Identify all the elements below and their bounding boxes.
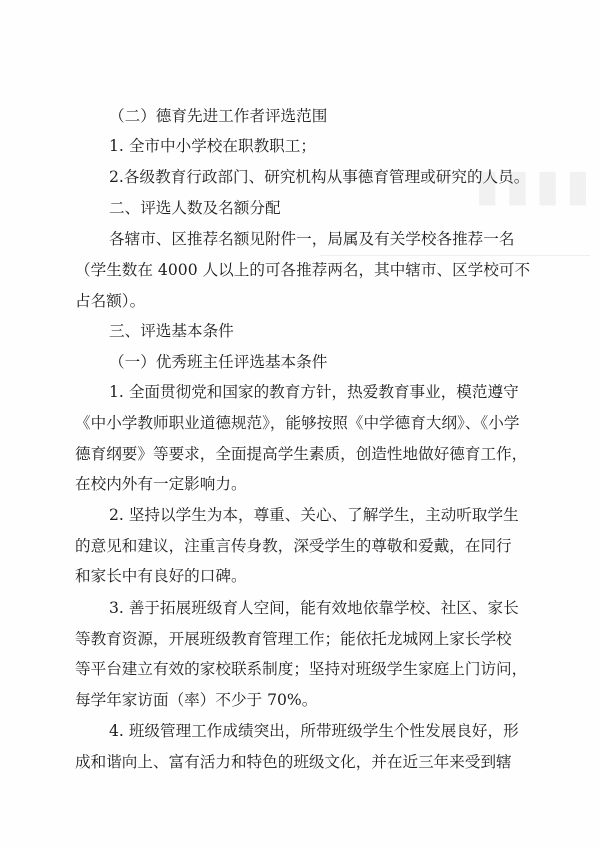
criterion-4-line-2: 成和谐向上、富有活力和特色的班级文化，并在近三年来受到辖 bbox=[75, 753, 512, 771]
criterion-1-line-3: 德育纲要》等要求，全面提高学生素质，创造性地做好德育工作， bbox=[75, 445, 528, 463]
subheading-moral-workers-scope: （二）德育先进工作者评选范围 bbox=[109, 107, 328, 125]
criterion-2-line-2: 的意见和建议，注重言传身教，深受学生的尊敬和爱戴，在同行 bbox=[75, 537, 512, 555]
criterion-1-line-4: 在校内外有一定影响力。 bbox=[75, 475, 247, 493]
section-heading-criteria: 三、评选基本条件 bbox=[109, 322, 234, 340]
scope-item-1: 1. 全市中小学校在职教职工； bbox=[109, 137, 316, 155]
criterion-3-line-1: 3. 善于拓展班级育人空间，能有效地依靠学校、社区、家长 bbox=[109, 599, 519, 617]
bleed-through-watermark: ▮▮▮▮ bbox=[469, 160, 590, 211]
criterion-1-line-2: 《中小学教师职业道德规范》，能够按照《中学德育大纲》、《小学 bbox=[75, 414, 520, 432]
criterion-3-line-3: 等平台建立有效的家校联系制度；坚持对班级学生家庭上门访问， bbox=[75, 660, 528, 678]
criterion-3-line-4: 每学年家访面（率）不少于 70%。 bbox=[75, 691, 318, 709]
quota-paragraph-line-3: 占名额）。 bbox=[75, 292, 146, 310]
quota-paragraph-line-1: 各辖市、区推荐名额见附件一，局属及有关学校各推荐一名 bbox=[109, 230, 515, 248]
quota-paragraph-line-2: （学生数在 4000 人以上的可各推荐两名，其中辖市、区学校可不 bbox=[75, 261, 531, 279]
criterion-3-line-2: 等教育资源，开展班级教育管理工作；能依托龙城网上家长学校 bbox=[75, 630, 512, 648]
criterion-2-line-1: 2. 坚持以学生为本，尊重、关心、了解学生，主动听取学生 bbox=[109, 506, 519, 524]
scope-item-2: 2.各级教育行政部门、研究机构从事德育管理或研究的人员。 bbox=[109, 168, 530, 186]
subheading-head-teacher-criteria: （一）优秀班主任评选基本条件 bbox=[109, 353, 328, 371]
criterion-2-line-3: 和家长中有良好的口碑。 bbox=[75, 567, 247, 585]
section-heading-quota: 二、评选人数及名额分配 bbox=[109, 199, 281, 217]
criterion-1-line-1: 1. 全面贯彻党和国家的教育方针，热爱教育事业，模范遵守 bbox=[109, 383, 519, 401]
criterion-4-line-1: 4. 班级管理工作成绩突出，所带班级学生个性发展良好，形 bbox=[109, 722, 519, 740]
